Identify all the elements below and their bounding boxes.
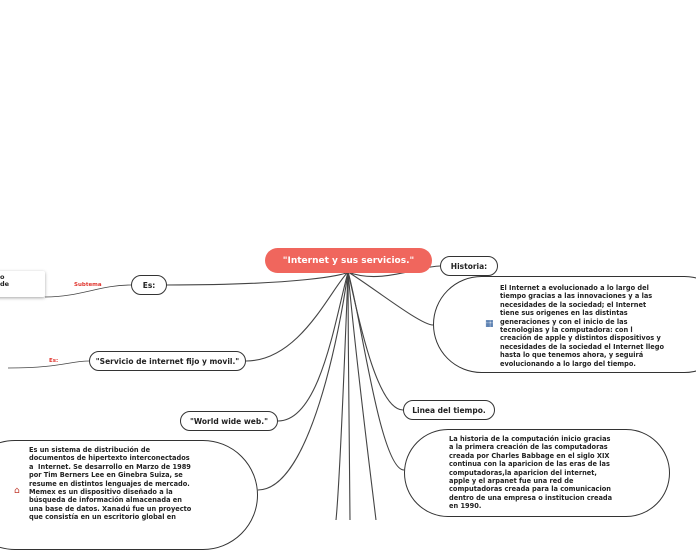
- node-historia[interactable]: Historia:: [440, 256, 498, 276]
- offscreen-topic-box[interactable]: [0, 271, 45, 297]
- node-linea-del-tiempo[interactable]: Linea del tiempo.: [403, 400, 495, 420]
- offscreen-topic-line2: de: [0, 280, 10, 288]
- connector-servicio: [246, 272, 348, 361]
- linea-text: La historia de la computación inicio gracias a la primera creación de las computadoras creada por Charles Babbage en el siglo XIX continua con la aparicion de las eras de las computadoras,la aparicion del internet, apple y el arpanet fue una red de computadoras creada para la comunicacion dentro de una empresa o institucion creada en 1990.: [449, 435, 613, 511]
- connector-www-text: [258, 272, 348, 490]
- connector-linea-text: [348, 272, 404, 470]
- connector-down-3: [348, 272, 376, 520]
- connector-linea: [348, 272, 403, 410]
- node-es[interactable]: Es:: [131, 275, 167, 295]
- central-topic[interactable]: "Internet y sus servicios.": [265, 248, 432, 273]
- www-text-node[interactable]: [0, 440, 258, 550]
- offscreen-topic-line1: o: [0, 273, 5, 281]
- historia-text-node[interactable]: [433, 276, 696, 373]
- es-small-label: Es:: [49, 358, 59, 364]
- connector-historia-text: [348, 272, 433, 325]
- subtema-label: Subtema: [74, 282, 102, 288]
- linea-text-node[interactable]: [404, 429, 670, 517]
- house-icon: ⌂: [14, 486, 20, 496]
- connector-www: [278, 272, 348, 421]
- historia-text: El Internet a evolucionado a lo largo del tiempo gracias a las innovaciones y a las necesidades de la sociedad; el Internet tiene sus origenes en las distintas generaciones y con el inicio de las tecnologias y la computadora: con l creación de apple y distintos dispositivos y necesidades de la sociedad el Internet llego hasta lo que tenemos ahora, y seguirá evolucionando a lo largo del tiempo.: [500, 284, 664, 368]
- book-icon: ▦: [485, 319, 494, 329]
- node-world-wide-web[interactable]: "World wide web.": [180, 411, 278, 431]
- connector-down-2: [348, 272, 350, 520]
- node-servicio[interactable]: "Servicio de internet fijo y movil.": [89, 351, 246, 371]
- www-text: Es un sistema de distribución de documentos de hipertexto interconectados a Internet. Se desarrollo en Marzo de 1989 por Tim Berners Lee en Ginebra Suiza, se resume en distintos lenguajes de mercado. Memex es un dispositivo diseñado a la búsqueda de información almacenada en una base de datos. Xanadú fue un proyecto que consistía en un escritorio global en: [29, 446, 192, 522]
- connector-es: [166, 272, 348, 285]
